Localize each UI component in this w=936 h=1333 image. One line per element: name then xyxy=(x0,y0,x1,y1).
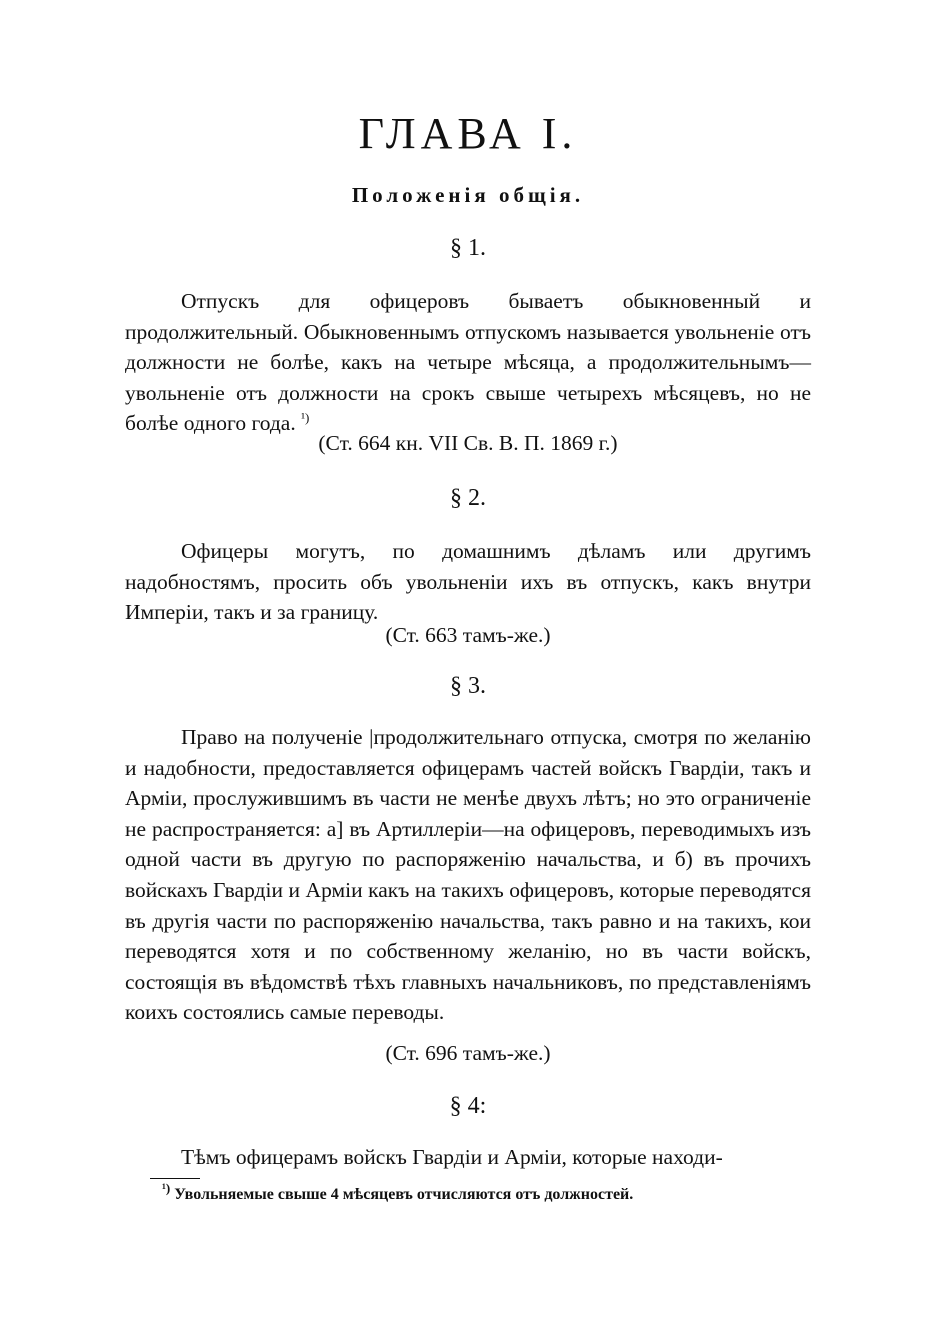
section-4-mark: § 4: xyxy=(449,1093,487,1119)
section-1-text xyxy=(125,286,811,439)
chapter-subtitle: Положенія общія. xyxy=(351,183,585,207)
chapter-title: ГЛАВА I. xyxy=(358,109,578,158)
section-1-citation: (Ст. 664 кн. VII Св. В. П. 1869 г.) xyxy=(318,431,618,455)
footnote-divider xyxy=(150,1178,200,1179)
section-1-body: Отпускъ для офицеровъ бываетъ обыкновенный и продолжительный. Обыкновеннымъ отпускомъ называется увольненіе отъ должности не болѣе, какъ на четыре мѣсяца, а продолжительнымъ—увольненіе отъ должности на срокъ свыше четырехъ мѣсяцевъ, но не болѣе одного года. xyxy=(125,289,811,436)
section-2-text: Офицеры могутъ, по домашнимъ дѣламъ или другимъ надобностямъ, просить объ увольненіи ихъ въ отпускъ, какъ внутри Имперіи, такъ и за границу. xyxy=(125,539,811,625)
section-2-citation: (Ст. 663 тамъ-же.) xyxy=(385,623,551,647)
section-3-text: Право на полученіе |продолжительнаго отпуска, смотря по желанію и надобности, предоставляется офицерамъ частей войскъ Гвардіи, такъ и Арміи, прослужившимъ въ части не менѣе двухъ лѣтъ; но это ограниченіе не распространяется: а] въ Артиллеріи—на офицеровъ, переводимыхъ изъ одной части въ другую по распоряженію начальства, и б) въ прочихъ войскахъ Гвардіи и Арміи какъ на такихъ офицеровъ, которые переводятся въ другія части по распоряженію начальства, такъ равно и на такихъ, кои переводятся хотя и по собственному желанію, но въ части войскъ, состоящія въ вѣдомствѣ тѣхъ главныхъ начальниковъ, по представленіямъ коихъ состоялись самые переводы. xyxy=(125,725,811,1025)
section-1-mark: § 1. xyxy=(450,235,486,261)
footnote xyxy=(162,1180,802,1206)
section-2-mark: § 2. xyxy=(450,485,486,511)
section-3-mark: § 3. xyxy=(450,673,486,699)
footnote-reference: ¹) xyxy=(301,410,310,426)
footnote-marker: ¹) xyxy=(162,1180,171,1196)
footnote-text: Увольняемые свыше 4 мѣсяцевъ отчисляются отъ должностей. xyxy=(174,1186,634,1203)
section-4-text: Тѣмъ офицерамъ войскъ Гвардіи и Арміи, которые находи- xyxy=(181,1145,723,1169)
section-3-citation: (Ст. 696 тамъ-же.) xyxy=(385,1041,551,1065)
